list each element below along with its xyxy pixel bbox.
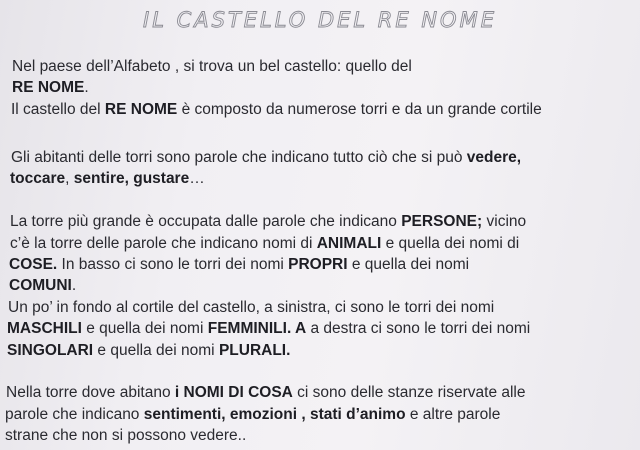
document-title: IL CASTELLO DEL RE NOME — [143, 8, 497, 32]
bold-text: ANIMALI — [316, 235, 382, 252]
bold-text: COSE. — [9, 256, 58, 273]
plain-text: Il castello del — [11, 101, 105, 118]
bold-text: FEMMINILI. A — [207, 320, 307, 337]
plain-text: c’è la torre delle parole che indicano nomi di — [10, 235, 317, 252]
plain-text: . — [71, 277, 77, 294]
bold-text: PLURALI. — [218, 342, 291, 359]
plain-text: In basso ci sono le torri dei nomi — [57, 256, 289, 273]
text-line — [12, 58, 412, 76]
text-line — [7, 320, 530, 338]
text-line — [10, 170, 205, 188]
bold-text: SINGOLARI — [7, 342, 94, 359]
bold-text: MASCHILI — [7, 320, 82, 337]
plain-text: vicino — [482, 213, 527, 230]
plain-text: ci sono delle stanze riservate alle — [292, 384, 526, 401]
bold-text: vedere, — [466, 149, 522, 166]
plain-text: e quella dei nomi — [347, 256, 470, 273]
plain-text: è composto da numerose torri e da un grande cortile — [177, 101, 542, 118]
plain-text: e quella dei nomi — [93, 342, 219, 359]
plain-text: a destra ci sono le torri dei nomi — [306, 320, 531, 337]
text-line — [9, 256, 469, 274]
bold-text: i NOMI DI COSA — [174, 384, 293, 401]
bold-text: RE NOME — [104, 101, 178, 118]
text-line — [11, 101, 542, 119]
plain-text: Un po’ in fondo al cortile del castello, a sinistra, ci sono le torri dei nomi — [8, 299, 495, 316]
text-line — [11, 149, 521, 167]
text-line — [9, 277, 76, 295]
text-line — [7, 342, 290, 360]
plain-text: La torre più grande è occupata dalle parole che indicano — [10, 213, 402, 230]
text-line — [6, 384, 526, 402]
plain-text: . — [84, 79, 89, 96]
text-line — [10, 213, 526, 231]
plain-text: e altre parole — [405, 406, 501, 423]
bold-text: sentimenti, emozioni , stati d’animo — [143, 406, 406, 423]
text-line — [10, 235, 519, 253]
bold-text: PERSONE; — [401, 213, 483, 230]
bold-text: toccare — [10, 170, 66, 187]
bold-text: RE NOME — [12, 79, 85, 96]
plain-text: e quella dei nomi — [81, 320, 208, 337]
text-line — [5, 427, 246, 445]
text-line — [12, 79, 89, 97]
text-line — [8, 299, 494, 317]
plain-text: … — [189, 170, 205, 187]
plain-text: Nel paese dell’Alfabeto , si trova un bel castello: quello del — [12, 58, 412, 75]
plain-text: parole che indicano — [5, 406, 144, 423]
plain-text: strane che non si possono vedere.. — [5, 427, 247, 444]
plain-text: e quella dei nomi di — [381, 235, 520, 252]
text-line — [5, 406, 500, 424]
plain-text: Gli abitanti delle torri sono parole che indicano tutto ciò che si può — [11, 149, 467, 166]
plain-text: Nella torre dove abitano — [6, 384, 175, 401]
bold-text: sentire, gustare — [73, 170, 190, 187]
plain-text: , — [65, 170, 74, 187]
bold-text: COMUNI — [9, 277, 72, 294]
bold-text: PROPRI — [288, 256, 348, 273]
